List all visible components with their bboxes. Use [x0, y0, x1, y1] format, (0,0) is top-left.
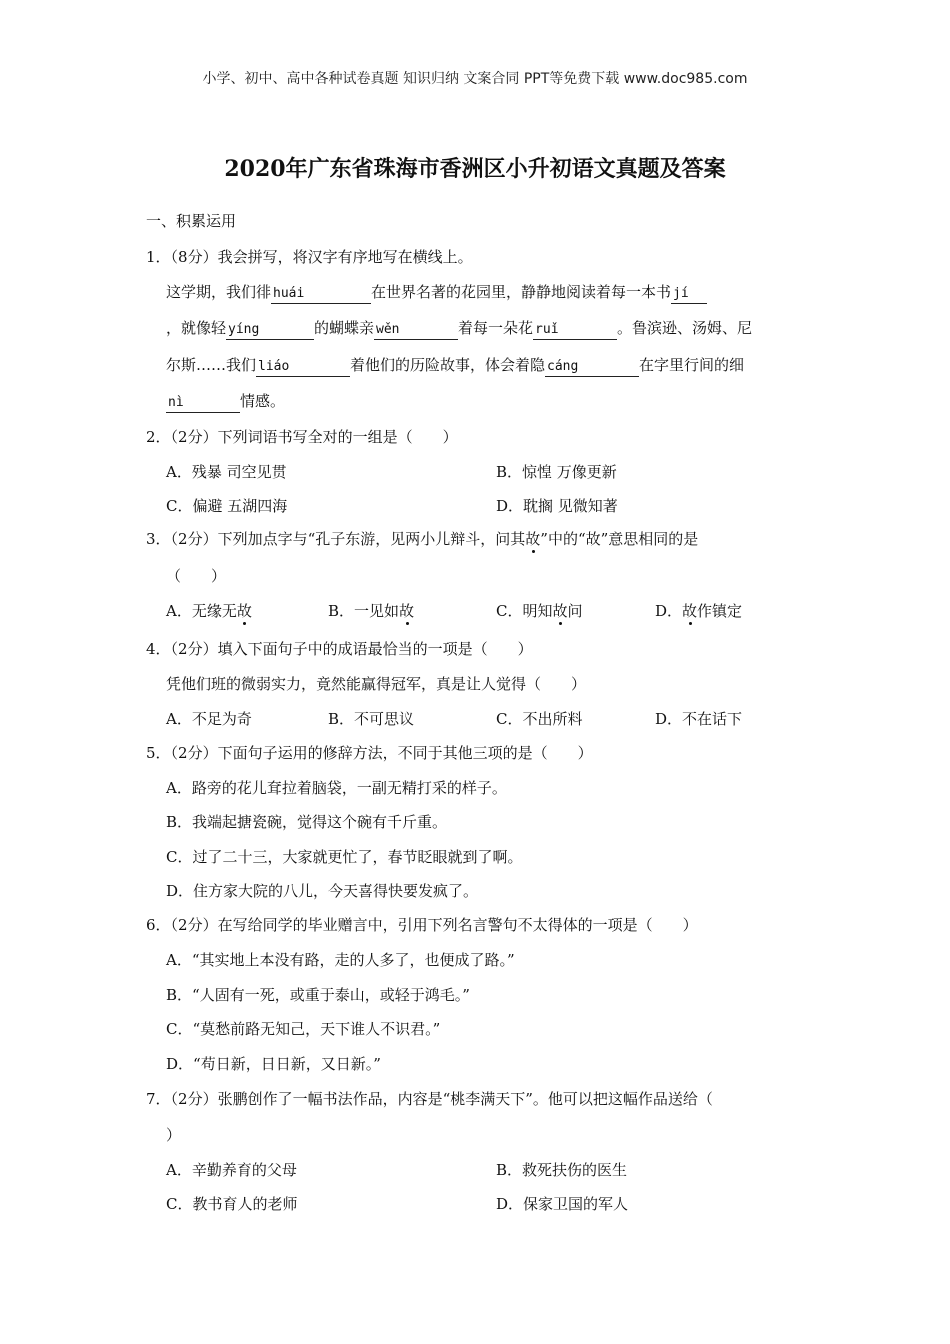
q1-text: ，就像轻 [166, 319, 227, 337]
option-a[interactable]: A．“其实地上本没有路，走的人多了，也便成了路。” [166, 951, 515, 969]
q3-text: ”中的“故”意思相同的是 [540, 530, 699, 548]
dotted-char: 故 [552, 602, 568, 620]
option-b[interactable]: B．我端起搪瓷碗，觉得这个碗有千斤重。 [166, 813, 448, 831]
q1-text: 在世界名著的花园里，静静地阅读着每一本书 [371, 283, 672, 301]
option-c[interactable]: C．偏避 五湖四海 [166, 497, 288, 515]
option-text: B．一见如 [328, 602, 400, 620]
page-header: 小学、初中、高中各种试卷真题 知识归纳 文案合同 PPT等免费下载 www.doc985.com [202, 71, 748, 87]
option-text: 作镇定 [697, 602, 743, 620]
pinyin-blank[interactable]: liáo [256, 358, 350, 377]
q1-line-2 [166, 317, 752, 340]
q1-line-4 [166, 390, 285, 413]
dotted-char: 故 [236, 602, 252, 620]
q1-text: 着他们的历险故事，体会着隐 [350, 356, 546, 374]
q3-stem [146, 528, 698, 550]
dotted-char: 故 [525, 530, 541, 548]
answer-paren: ） [166, 1126, 182, 1144]
q5-stem: 5．（2分）下面句子运用的修辞方法，不同于其他三项的是（ ） [146, 744, 593, 762]
option-b[interactable] [328, 600, 414, 622]
q1-text: 着每一朵花 [458, 319, 534, 337]
pinyin-blank[interactable]: ruǐ [533, 321, 617, 340]
option-text: A．无缘无 [166, 602, 237, 620]
option-d[interactable]: D．住方家大院的八儿，今天喜得快要发疯了。 [166, 882, 479, 900]
q1-stem: 1．（8分）我会拼写，将汉字有序地写在横线上。 [146, 248, 473, 266]
q1-text: 。鲁滨逊、汤姆、尼 [617, 319, 753, 337]
q1-text: 的蝴蝶亲 [314, 319, 375, 337]
option-c[interactable]: C．过了二十三，大家就更忙了，春节眨眼就到了啊。 [166, 848, 523, 866]
pinyin-blank[interactable]: wěn [374, 321, 458, 340]
q2-stem: 2．（2分）下列词语书写全对的一组是（ ） [146, 428, 458, 446]
section-heading: 一、积累运用 [146, 212, 237, 230]
option-a[interactable]: A．残暴 司空见贯 [166, 463, 287, 481]
page-title: 2020年广东省珠海市香洲区小升初语文真题及答案 [224, 156, 726, 182]
option-b[interactable]: B．救死扶伤的医生 [496, 1161, 628, 1179]
pinyin-blank[interactable]: jí [671, 285, 707, 304]
q1-line-1 [166, 281, 707, 304]
option-c[interactable] [496, 600, 583, 622]
option-b[interactable]: B．惊惶 万像更新 [496, 463, 617, 481]
q1-text: 情感。 [240, 392, 286, 410]
option-d[interactable]: D．不在话下 [655, 710, 743, 728]
q1-line-3 [166, 354, 744, 377]
q7-stem: 7．（2分）张鹏创作了一幅书法作品，内容是“桃李满天下”。他可以把这幅作品送给（ [146, 1090, 713, 1108]
option-a[interactable]: A．不足为奇 [166, 710, 252, 728]
option-text: C．明知 [496, 602, 553, 620]
dotted-char: 故 [682, 602, 698, 620]
option-c[interactable]: C．教书育人的老师 [166, 1195, 298, 1213]
q3-text: 3．（2分）下列加点字与“孔子东游，见两小儿辩斗，问其 [146, 530, 526, 548]
q6-stem: 6．（2分）在写给同学的毕业赠言中，引用下列名言警句不太得体的一项是（ ） [146, 916, 698, 934]
q1-text: 在字里行间的细 [639, 356, 745, 374]
option-d[interactable] [655, 600, 742, 622]
option-text: 问 [567, 602, 583, 620]
option-d[interactable]: D．“苟日新，日日新，又日新。” [166, 1055, 381, 1073]
q4-stem: 4．（2分）填入下面句子中的成语最恰当的一项是（ ） [146, 640, 533, 658]
q4-sentence: 凭他们班的微弱实力，竟然能赢得冠军，真是让人觉得（ ） [166, 675, 587, 693]
option-b[interactable]: B．“人固有一死，或重于泰山，或轻于鸿毛。” [166, 986, 470, 1004]
dotted-char: 故 [399, 602, 415, 620]
option-c[interactable]: C．“莫愁前路无知己，天下谁人不识君。” [166, 1020, 441, 1038]
pinyin-blank[interactable]: nì [166, 394, 240, 413]
q1-text: 尔斯……我们 [166, 356, 257, 374]
option-b[interactable]: B．不可思议 [328, 710, 415, 728]
option-text: D． [655, 602, 683, 620]
option-c[interactable]: C．不出所料 [496, 710, 583, 728]
answer-paren: （ ） [166, 567, 227, 585]
option-d[interactable]: D．保家卫国的军人 [496, 1195, 629, 1213]
option-a[interactable] [166, 600, 252, 622]
option-d[interactable]: D．耽搁 见微知著 [496, 497, 618, 515]
q1-text: 这学期，我们徘 [166, 283, 272, 301]
pinyin-blank[interactable]: huái [271, 285, 371, 304]
pinyin-blank[interactable]: yíng [226, 321, 314, 340]
option-a[interactable]: A．路旁的花儿耷拉着脑袋，一副无精打采的样子。 [166, 779, 507, 797]
pinyin-blank[interactable]: cáng [545, 358, 639, 377]
option-a[interactable]: A．辛勤养育的父母 [166, 1161, 297, 1179]
